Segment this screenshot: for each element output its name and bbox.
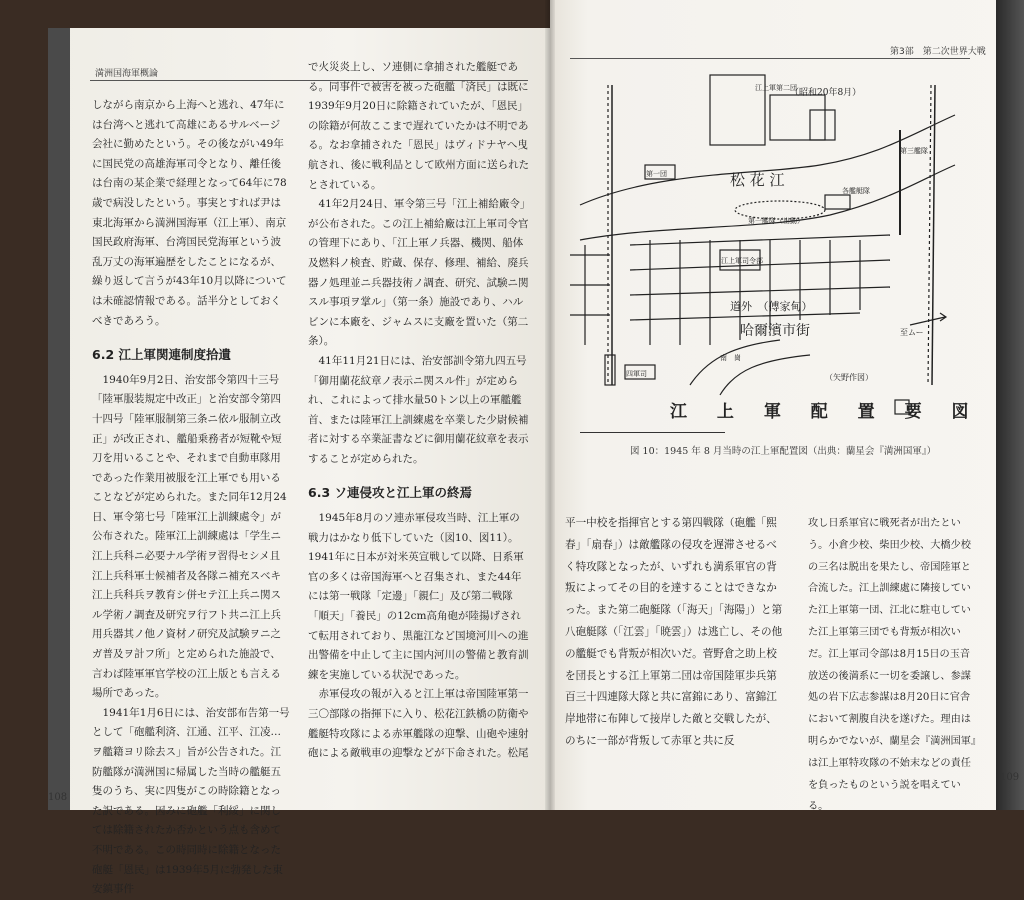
map-figure: [560, 55, 960, 435]
map-label-hq: 江上軍司令部: [721, 257, 763, 265]
left-col1-paragraph-2: 1941年1月6日には、治安部布告第一号として「砲艦利済、江通、江平、江凌…ヲ艦籍ヨリ除去ス」旨が公告された。江防艦隊が満洲国に帰属した当時の艦艇五隻のうち、実に四隻がこの時除籍となった訳である。因みに砲艦「利綏」に関しては除籍されたか否かという点も含めて不明である。この時同時に除籍となった砲艇「恩民」は1939年5月に勃発した東安鎮事件: [92, 706, 290, 896]
right-running-head: 第3部 第二次世界大戦: [890, 47, 986, 57]
map-label-first-group: 第一団: [646, 170, 667, 178]
district-label: 道外 （傅家甸）: [730, 300, 813, 313]
left-column-2: [308, 58, 530, 764]
right-column-1: [565, 513, 783, 753]
left-col2-paragraph-5: 赤軍侵攻の報が入ると江上軍は帝国陸軍第一三〇部隊の指揮下に入り、松花江鉄橋の防衛や艦艇特攻隊による赤軍艦隊の迎撃、山砲や速射砲による敵戦車の迎撃などが下命された。松尾: [308, 688, 529, 760]
river-label: 松 花 江: [730, 171, 785, 189]
right-col2-text: 攻し日系軍官に戦死者が出たという。小倉少校、柴田少校、大橋少校の三名は脱出を果たし、帝国陸軍と合流した。江上訓練處に隣接していた江上軍第一団、江北に駐屯していた江上軍第三団でも背叛が相次いだ。江上軍司令部は8月15日の玉音放送の後満系に一切を委譲し、参謀処の岩下広志参謀は8月20日に官舎において割腹自決を遂げた。理由は明らかでないが、蘭星会『満洲国軍』は江上軍特攻隊の不始末などの責任を負ったものという説を唱えている。: [808, 518, 977, 813]
map-label-third-fleet: 第三艦隊: [900, 147, 928, 155]
map-label-second-group: 江上軍第二団: [755, 84, 797, 92]
left-col2-paragraph-4: 1945年8月のソ連赤軍侵攻当時、江上軍の戦力はかなり低下していた（図10、図11）。1941年に日本が対米英宣戦して以降、日系軍官の多くは帝国海軍へと召集され、また44年には第一戦隊「定邊」「親仁」及び第二戦隊「順天」「養民」の12cm高角砲が陸揚げされて転用されており、黒龍江など国境河川への進出警備を中止して主に国内河川の警備と教育訓練を実施している状況であった。: [308, 512, 529, 681]
map-title: 江 上 軍 配 置 要 図: [670, 402, 981, 422]
map-author: （矢野作図）: [825, 373, 873, 382]
right-page-edge: [996, 0, 1024, 810]
left-page-number: 108: [48, 792, 68, 803]
left-running-head: 満洲国海軍概論: [95, 69, 159, 79]
figure-caption: 図 10：1945 年 8 月当時の江上軍配置図（出典：蘭星会『満洲国軍』）: [630, 446, 937, 457]
section-6-2-title: 6.2 江上軍関連制度拾遺: [92, 347, 231, 363]
right-page-number: 109: [1000, 772, 1020, 783]
map-label-fleet-out: 第一艦隊（出動）: [748, 217, 804, 225]
right-column-2: [808, 513, 980, 818]
left-col2-paragraph-2: 41年2月24日、軍令第三号「江上補給廠令」が公布された。この江上補給廠は江上軍司令官の管理下にあり、「江上軍ノ兵器、機関、船体及燃料ノ検査、貯蔵、保存、修理、補給、廃兵器ノ処理並ニ兵器技術ノ調査、研究、試験ニ関スル事項ヲ掌ル」（第一条）施設であり、ハルビンに本廠を、ジャムスに支廠を置いた（第二条）。: [308, 198, 529, 348]
map-label-south: 南 崗: [720, 354, 741, 362]
map-label-temple: 四軍司: [626, 370, 647, 378]
map-label-each-fleet: 各艦艇隊: [842, 187, 870, 195]
map-svg: [560, 55, 960, 435]
map-label-east: 至ムー: [900, 328, 924, 337]
section-6-3-title: 6.3 ソ連侵攻と江上軍の終焉: [308, 485, 472, 501]
book-spine: [545, 0, 555, 810]
left-col1-top-text: しながら南京から上海へと逃れ、47年には台湾へと逃れて高雄にあるサルベージ会社に勤めたという。その後ながい49年に国民党の高雄海軍司令となり、離任後は台南の某企業で経理となって64年に78歳で病没したという。事実とすれば尹は東北海軍から満洲国海軍（江上軍）、南京国民政府海軍、台湾国民党海軍という波乱万丈の海軍遍歴をしたことになるが、繰り返して言うが43年10月以降については未確認情報である。話半分としておくべきであろう。: [92, 99, 287, 327]
left-col2-paragraph-3: 41年11月21日には、治安部訓令第九四五号「御用蘭花紋章ノ表示ニ関スル件」が定められ、これによって排水量50トン以上の軍艦艦首、または陸軍江上訓練處を卒業した少尉候補者に対する卒業証書などに御用蘭花紋章を表示することが定められた。: [308, 354, 529, 465]
right-col1-text: 平一中校を指揮官とする第四戦隊（砲艦「熙春」「扇春」）は敵艦隊の侵攻を遅滞させるべく特攻隊となったが、いずれも満系軍官の背叛によってその目的を達することはできなかった。また第二砲艇隊（「海天」「海陽」）と第八砲艇隊（「江雲」「暁雲」）は逃亡し、その他の艦艇でも背叛が相次いだ。菅野倉之助上校を団長とする江上軍第二団は帝国陸軍歩兵第百三十四連隊大隊と共に富錦にあり、富錦江岸地帯に布陣して接岸した敵と交戦したが、のちに一部が背叛して赤軍と共に反: [565, 517, 783, 747]
city-label: 哈爾濱市街: [740, 323, 810, 339]
left-column-1: [92, 96, 290, 900]
left-page-edge: [48, 28, 70, 810]
left-col1-paragraph-1: 1940年9月2日、治安部令第四十三号「陸軍服装規定中改正」と治安部令第四十四号「陸軍服制第三条ニ依ル服制立改正」が改正され、艦船乗務者が短靴や短刀を用いることや、それまで自動車隊用であった作業用被服を江上軍でも用いることなどが定められた。また同年12月24日、軍令第七号「陸軍江上訓練處令」が公布された。陸軍江上訓練處は「学生ニ江上兵科ニ必要ナル学術ヲ習得セシメ且江上兵科軍士候補者及各隊ニ補充スベキ江上兵科兵ヲ教育シ併セテ江上兵ニ関スル学術ノ調査及研究ヲ行フト共ニ江上兵用兵器其ノ他ノ資材ノ研究及試験ヲニ之ガ普及ヲ計フ所」と定められた施設で、言わば陸軍軍官学校の江上版とも言える場所であった。: [92, 373, 287, 700]
map-date-label: （昭和20年8月）: [790, 88, 862, 98]
left-col2-paragraph-1: で火災炎上し、ソ連側に拿捕された艦艇である。同事件で被害を被った砲艦「済民」は既に1939年9月20日に除籍されていたが、「恩民」の除籍が何故ここまで遅れていたかは不明である。なお拿捕された「恩民」はヴィドナヤへ曳航され、後に戦利品として欧州方面に送られたとされている。: [308, 61, 530, 191]
caption-rule: [580, 432, 725, 433]
